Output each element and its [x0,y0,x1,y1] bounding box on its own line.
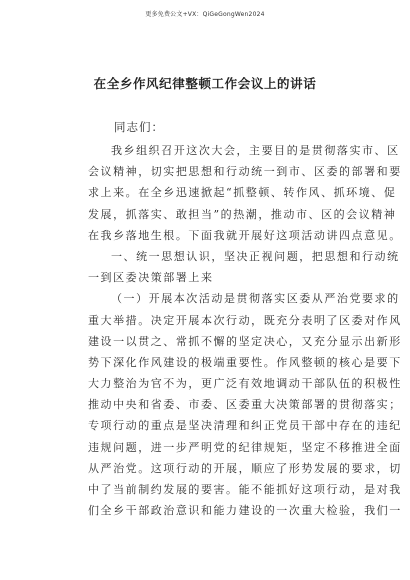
body-line: 们全乡干部政治意识和能力建设的一次重大检验，我们一 [88,504,402,518]
header-note: 更多免费公文+VX：QiGeGongWen2024 [145,11,265,18]
body-line: 一到区委决策部署上来 [88,271,214,285]
document-body [88,140,402,521]
body-line: 违规问题，进一步严明党的纪律规矩，坚定不移推进全面 [88,440,402,454]
body-line: 中了当前制约发展的要害。能不能抓好这项行动，是对我 [88,483,402,496]
body-line: （一）开展本次活动是贯彻落实区委从严治党要求的 [111,292,400,306]
body-line: 会议精神，切实把思想和行动统一到市、区委的部署和要 [88,165,402,179]
salutation: 同志们： [114,120,164,134]
body-line: 在我乡落地生根。下面我就开展好这项活动讲四点意见。 [88,228,402,242]
body-line: 从严治党。这项行动的开展，顺应了形势发展的要求，切 [88,461,402,475]
document-title: 在全乡作风纪律整顿工作会议上的讲话 [93,76,317,91]
body-line: 我乡组织召开这次大会，主要目的是贯彻落实市、区 [111,144,400,157]
body-line: 建设一以贯之、常抓不懈的坚定决心，又充分显示出新形 [88,334,402,348]
body-line: 发展，抓落实、敢担当”的热潮，推动市、区的会议精神 [88,207,397,221]
body-line: 专项行动的重点是坚决清理和纠正党员干部中存在的违纪 [88,419,402,433]
body-line: 大力整治为官不为，更广泛有效地调动干部队伍的积极性 [88,377,402,391]
body-line: 推动中央和省委、市委、区委重大决策部署的贯彻落实； [88,398,402,412]
body-line: 求上来。在全乡迅速掀起“抓整顿、转作风、抓环境、促 [88,186,397,200]
body-line: 势下深化作风建设的极端重要性。作风整顿的核心是要下 [88,355,402,369]
body-line: 一、统一思想认识，坚决正视问题，把思想和行动统 [111,249,400,263]
body-line: 重大举措。决定开展本次行动，既充分表明了区委对作风 [88,313,402,327]
